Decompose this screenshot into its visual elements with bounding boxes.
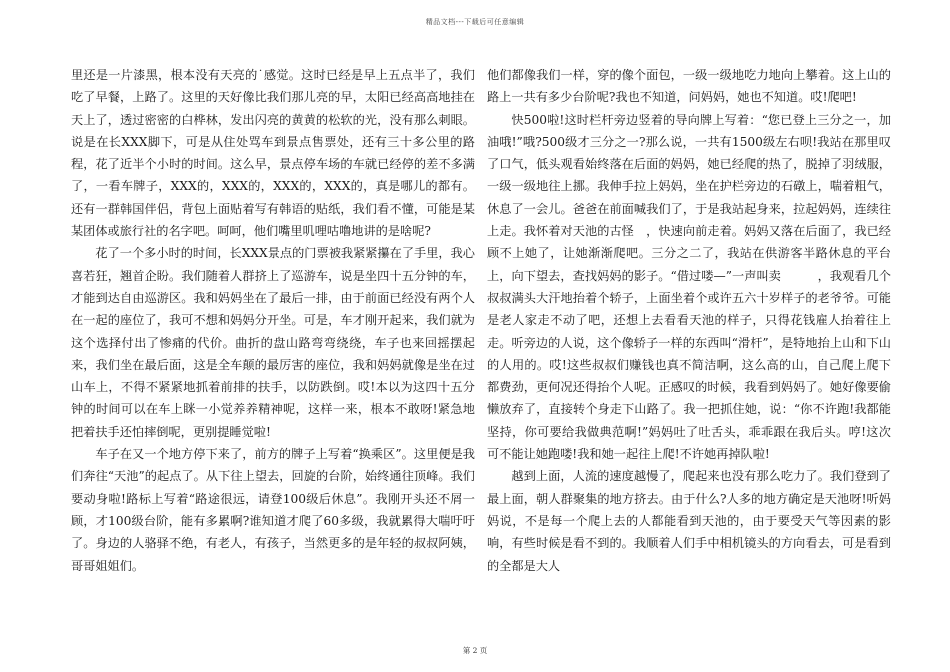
left-paragraph-1: 里还是一片漆黑，根本没有天亮的˙感觉。这时已经是早上五点半了，我们吃了早餐，上路了。这里的天好像比我们那儿亮的早，太阳已经高高地挂在天上了，透过密密的白桦林，发出闪亮的黄黄的松软的光，没有那么刺眼。说是在长XXX脚下，可是从住处骂车到景点售票处，还有三十多公里的路程，花了近半个小时的时间。这么早，景点停车场的车就已经停的差不多满了，一看车牌子，XXX的，XXX的，XXX的，XXX的，真是哪儿的都有。还有一群韩国伴侣，背包上面贴着写有韩语的贴纸，我们看不懂，可能是某某团体或旅行社的名字吧。呵呵，他们嘴里叽哩咕噜地讲的是啥呢? [71,68,475,239]
page-header: 精品文档---下载后可任意编辑 [425,18,525,26]
left-paragraph-2: 花了一个多小时的时间，长XXX景点的门票被我紧紧攥在了手里，我心喜若狂，翘首企盼。我们随着人群挤上了巡游车，说是坐四十五分钟的车，才能到达自由巡游区。我和妈妈坐在了最后一排，由于前面已经没有两个人在一起的座位了，我可不想和妈妈分开坐。可是，车才刚开起来，我们就为这个选择付出了惨痛的代价。曲折的盘山路弯弯绕绕，车子也来回摇摆起来，我们坐在最后面，这是全车颠的最厉害的座位，我和妈妈就像是坐在过山车上，不得不紧紧地抓着前排的扶手，以防跌倒。哎!本以为这四十五分钟的时间可以在车上眯一小觉养养精神呢，这样一来，根本不敢呀!紧急地把着扶手还怕摔倒呢，更别提睡觉啦! [71,246,475,439]
page-number: 第 2 页 [462,646,488,655]
right-paragraph-1: 他们都像我们一样，穿的像个面包，一级一级地吃力地向上攀着。这上山的路上一共有多少台阶呢?我也不知道，问妈妈，她也不知道。哎!爬吧! [487,68,891,105]
left-column [71,64,475,577]
left-paragraph-3: 车子在又一个地方停下来了，前方的牌子上写着“换乘区”。这里便是我们奔往“天池”的起点了。从下往上望去，回旋的台阶，始终通往顶峰。我们要动身啦!路标上写着“路途很远，请登100级后休息”。我刚开头还不屑一顾，才100级台阶，能有多累啊?谁知道才爬了60多级，我就累得大喘吁吁了。身边的人骆驿不绝，有老人，有孩子，当然更多的是年轻的叔叔阿姨，哥哥姐姐们。 [71,447,475,573]
right-paragraph-3: 越到上面，人流的速度越慢了，爬起来也没有那么吃力了。我们登到了最上面，朝人群聚集的地方挤去。由于什么?人多的地方确定是天池呀!听妈妈说，不是每一个爬上去的人都能看到天池的，由于要受天气等因素的影响，有些时候是看不到的。我顺着人们手中相机镜头的方向看去，可是看到的全都是大人 [487,469,891,573]
right-column [487,64,891,577]
right-paragraph-2: 快500啦!这时栏杆旁边竖着的导向牌上写着：“您已登上三分之一，加油哦!”哦?500级才三分之一?那么说，一共有1500级左右呗!我站在那里叹了口气，低头观看始终落在后面的妈妈，她已经爬的热了，脱掉了羽绒服，一级一级地往上挪。我伸手拉上妈妈，坐在护栏旁边的石礅上，喘着粗气，休息了一会儿。爸爸在前面喊我们了，于是我站起身来，拉起妈妈，连续往上走。我怀着对天池的古怪 ，快速向前走着。妈妈又落在后面了，我已经顾不上她了，让她渐渐爬吧。三分之二了，我站在供游客半路休息的平台上，向下望去，查找妈妈的影子。“借过喽—”一声叫卖 ，我观看几个叔叔满头大汗地抬着个轿子，上面坐着个或许五六十岁样子的老爷爷。可能是老人家走不动了吧，还想上去看看天池的样子，只得花钱雇人抬着往上走。听旁边的人说，这个像轿子一样的东西叫“滑杆”，是特地抬上山和下山的人用的。哎!这些叔叔们赚钱也真不简洁啊，这么高的山，自己爬上爬下都费劲，更何况还得抬个人呢。正感叹的时候，我看到妈妈了。她好像要偷懒放弃了，直接转个身走下山路了。我一把抓住她，说：“你不许跑!我都能坚持，你可要给我做典范啊!”妈妈吐了吐舌头，乖乖跟在我后头。哼!这次可不能让她跑喽!我和她一起往上爬!不许她再掉队啦! [487,112,891,462]
